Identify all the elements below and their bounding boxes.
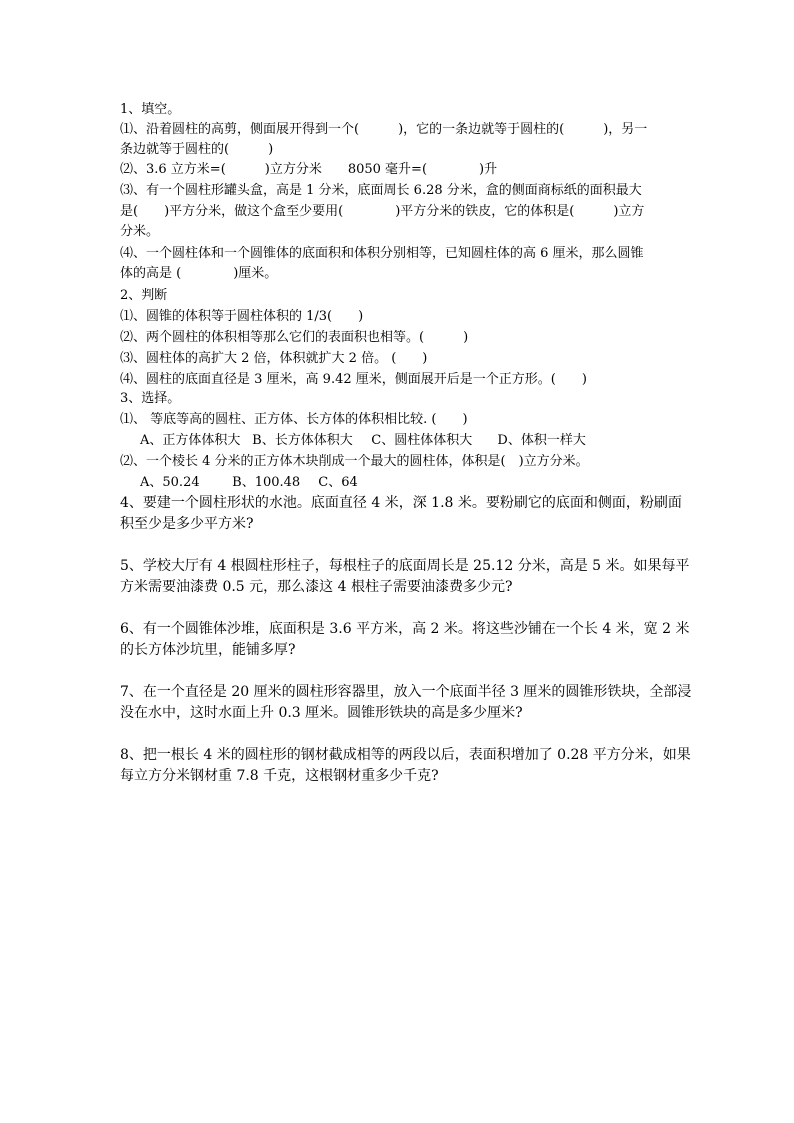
judge-q1: ⑴、圆锥的体积等于圆柱体积的 1/3( ) [120,309,364,324]
fill-q4-line1: ⑷、一个圆柱体和一个圆锥体的底面积和体积分别相等，已知圆柱体的高 6 厘米，那么圆锥 [120,246,644,261]
fill-q3-line2: 是( )平方分米，做这个盒至少要用( )平方分米的铁皮，它的体积是( )立方 [120,204,645,219]
problem-6-line2: 的长方体沙坑里，能铺多厚? [120,642,296,658]
fill-q3-line3: 分米。 [120,224,160,239]
choice-q1-options [140,431,586,451]
fill-q1-line1: ⑴、沿着圆柱的高剪，侧面展开得到一个( )，它的一条边就等于圆柱的( )，另一 [120,122,648,137]
choice-q2-option-b: B、100.48 [232,475,301,490]
problem-5-line1: 5、学校大厅有 4 根圆柱形柱子，每根柱子的底面周长是 25.12 分米，高是 5 米。如果每平 [120,558,690,574]
fill-q3-line1: ⑶、有一个圆柱形罐头盒，高是 1 分米，底面周长 6.28 分米，盒的侧面商标纸的面积最大 [120,183,642,198]
problem-7-line2: 没在水中，这时水面上升 0.3 厘米。圆锥形铁块的高是多少厘米? [120,705,523,721]
fill-q2: ⑵、3.6 立方米=( )立方分米 8050 毫升=( )升 [120,162,498,177]
choice-q2-options [140,473,358,493]
judge-q2: ⑵、两个圆柱的体积相等那么它们的表面积也相等。( ) [120,330,469,345]
judge-q4: ⑷、圆柱的底面直径是 3 厘米，高 9.42 厘米，侧面展开后是一个正方形。( ) [120,372,587,387]
problem-8-line1: 8、把一根长 4 米的圆柱形的钢材截成相等的两段以后，表面积增加了 0.28 平方分米，如果 [120,747,691,763]
judge-q3: ⑶、圆柱体的高扩大 2 倍，体积就扩大 2 倍。 ( ) [120,351,428,366]
choice-q1-option-b: B、长方体体积大 [252,433,353,448]
problem-6-line1: 6、有一个圆锥体沙堆，底面积是 3.6 平方米，高 2 米。将这些沙铺在一个长 4 米，宽 2 米 [120,621,690,637]
choice-q1: ⑴、 等底等高的圆柱、正方体、长方体的体积相比较. ( ) [120,412,468,427]
problem-5-line2: 方米需要油漆费 0.5 元，那么漆这 4 根柱子需要油漆费多少元? [120,579,513,595]
problem-4-line2: 积至少是多少平方米? [120,516,254,532]
fill-q1-line2: 条边就等于圆柱的( ) [120,142,274,157]
problem-4-line1: 4、要建一个圆柱形状的水池。底面直径 4 米，深 1.8 米。要粉刷它的底面和侧面，粉刷面 [120,495,682,511]
problem-7-line1: 7、在一个直径是 20 厘米的圆柱形容器里，放入一个底面半径 3 厘米的圆锥形铁块，全部浸 [120,684,692,700]
section-3-heading: 3、选择。 [120,391,181,406]
choice-q2-option-c: C、64 [318,475,358,490]
section-2-heading: 2、判断 [120,288,168,303]
choice-q2-option-a: A、50.24 [140,475,200,490]
fill-q4-line2: 体的高是 ( )厘米。 [120,266,278,281]
section-1-heading: 1、填空。 [120,102,181,117]
problem-8-line2: 每立方分米钢材重 7.8 千克，这根钢材重多少千克? [120,768,439,784]
choice-q1-option-d: D、体积一样大 [497,433,586,448]
choice-q2: ⑵、一个棱长 4 分米的正方体木块削成一个最大的圆柱体，体积是( )立方分米。 [120,454,589,469]
choice-q1-option-c: C、圆柱体体积大 [371,433,473,448]
choice-q1-option-a: A、正方体体积大 [140,433,241,448]
